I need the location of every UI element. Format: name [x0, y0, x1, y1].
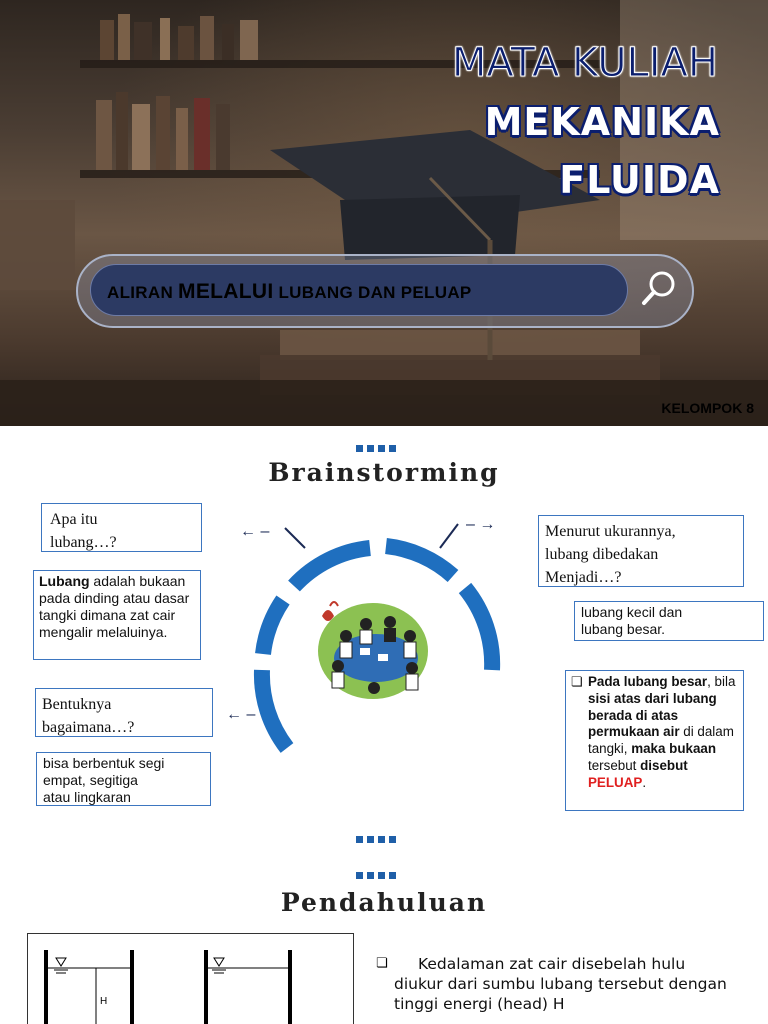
topic-title-prefix: ALIRAN [107, 283, 179, 302]
answer-text: , [707, 674, 711, 689]
question-text-line: lubang…? [50, 534, 117, 552]
answer-text: bila [714, 674, 736, 689]
question-text-line: Apa itu [50, 511, 98, 528]
arrow-right-icon: – → [466, 516, 496, 533]
tank-diagram [27, 933, 354, 1024]
answer-text: . [642, 774, 647, 790]
term-peluap: PELUAP [588, 774, 643, 790]
search-icon [636, 266, 682, 312]
arrow-left-icon: ← – [226, 706, 256, 723]
question-text-line: bagaimana…? [42, 719, 135, 737]
answer-text-line: empat, segitiga [43, 772, 138, 789]
answer-text: tersebut [588, 757, 641, 773]
checkbox-bullet-icon: ❏ [571, 674, 583, 689]
brainstorming-heading: Brainstorming [268, 458, 500, 487]
answer-strong: disebut [640, 757, 688, 773]
question-text-line: Menjadi…? [545, 569, 622, 587]
course-title-line2: FLUIDA [559, 158, 720, 202]
title-slide [0, 0, 768, 426]
answer-box-overflow-definition [565, 670, 744, 811]
head-label: H [100, 996, 108, 1007]
course-title-line1: MEKANIKA [484, 100, 720, 144]
answer-text: adalah bukaan pada dinding atau dasar tangki dimana zat cair mengalir melaluinya. [39, 573, 190, 641]
course-label: MATA KULIAH [451, 40, 718, 86]
answer-strong: Pada lubang besar [588, 674, 708, 689]
question-box-size [538, 515, 744, 587]
people-meeting-illustration [308, 596, 438, 706]
pendahuluan-heading: Pendahuluan [280, 888, 488, 917]
answer-strong: maka bukaan [631, 741, 717, 756]
question-text-line: lubang dibedakan [545, 546, 659, 564]
answer-box-size [574, 601, 764, 641]
question-box-shape [35, 688, 213, 737]
answer-box-shape [36, 752, 211, 806]
decorative-dots [356, 866, 400, 873]
question-box-what-is-hole [41, 503, 202, 552]
decorative-dots [356, 439, 400, 446]
question-text-line: Bentuknya [42, 696, 112, 713]
group-label: KELOMPOK 8 [661, 400, 754, 416]
checkbox-bullet-icon: ❏ [376, 956, 388, 971]
answer-text-line: lubang kecil dan [581, 604, 683, 620]
answer-text: di dalam tangki, [588, 724, 734, 756]
topic-title-emphasis: MELALUI [178, 280, 274, 303]
topic-title [107, 280, 472, 304]
decorative-dots [356, 830, 400, 837]
answer-text-line: bisa berbentuk segi [43, 755, 165, 771]
answer-text-line: atau lingkaran [43, 789, 131, 806]
arrow-left-icon: ← – [240, 523, 270, 540]
answer-strong: sisi atas dari lubang berada di atas permukaan air [588, 690, 717, 740]
topic-title-suffix: LUBANG DAN PELUAP [273, 283, 472, 302]
tank-diagram-drawing [28, 934, 355, 1024]
question-text-line: Menurut ukurannya, [545, 523, 676, 540]
answer-keyword: Lubang [39, 573, 90, 589]
answer-text-line: lubang besar. [581, 621, 666, 638]
answer-box-hole-definition [33, 570, 201, 660]
intro-bullet-text: Kedalaman zat cair disebelah hulu diukur dari sumbu lubang tersebut dengan tinggi energi (head) H [394, 955, 727, 1014]
